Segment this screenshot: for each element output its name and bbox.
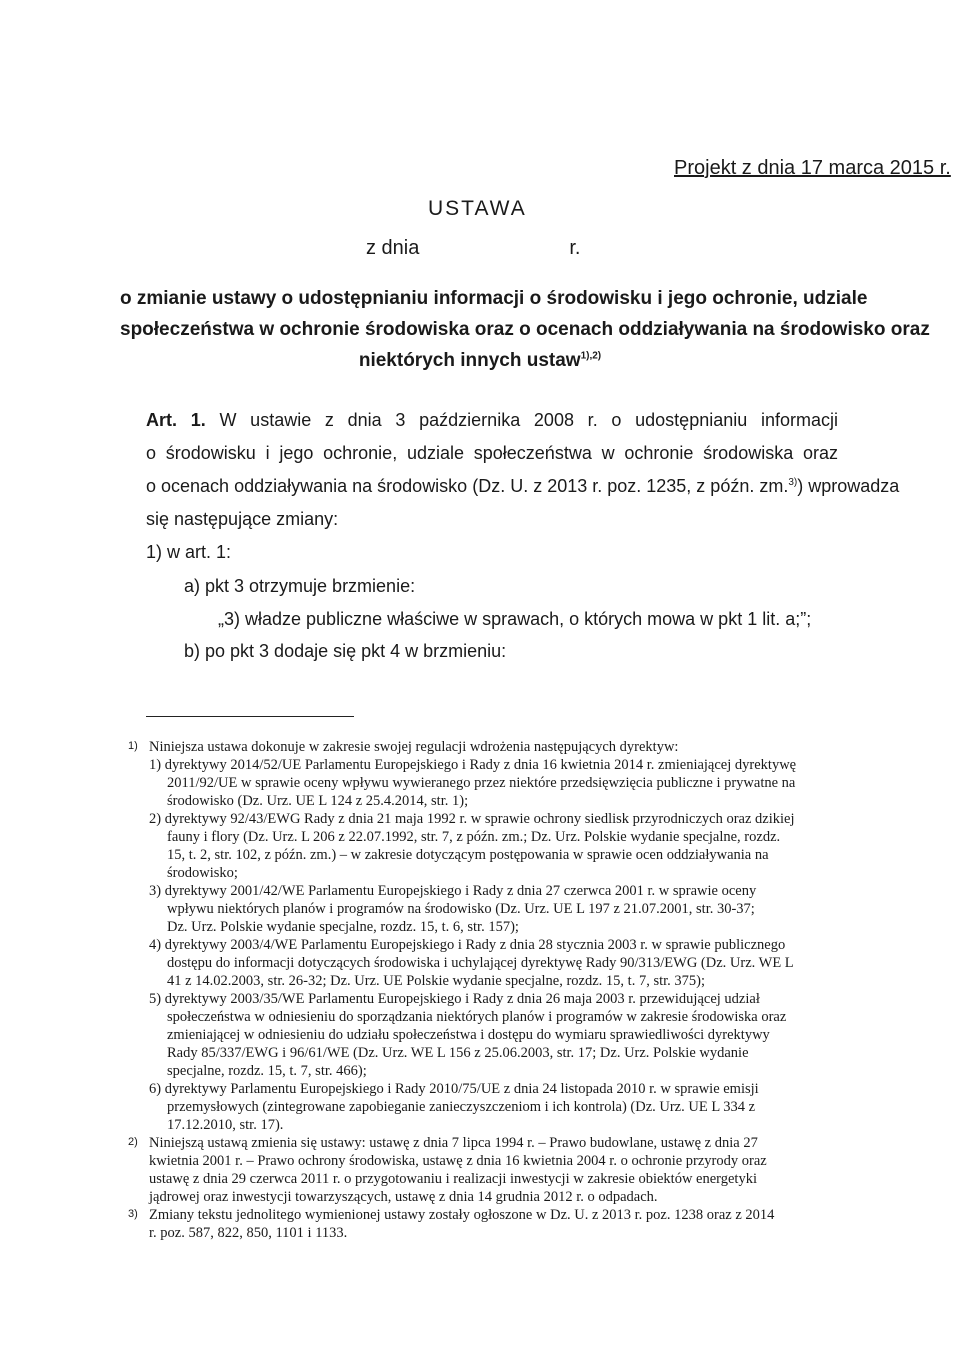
footnote-mark-3: 3) [128, 1208, 138, 1220]
footnote-ref-1-2: 1),2) [580, 350, 602, 362]
enactment-date [366, 237, 581, 260]
footnote-1-line: Niniejsza ustawa dokonuje w zakresie swojej regulacji wdrożenia następujących dyrektyw: [149, 739, 679, 755]
title-line-2: społeczeństwa w ochronie środowiska oraz o ocenach oddziaływania na środowisko oraz [120, 319, 930, 340]
amendment-item-b: b) po pkt 3 dodaje się pkt 4 w brzmieniu: [184, 641, 507, 661]
footnote-2 [149, 1134, 839, 1206]
footnote-1-line: fauny i flory (Dz. Urz. L 206 z 22.07.1992, str. 7, z późn. zm.; Dz. Urz. Polskie wydanie specjalne, rozdz. [167, 829, 781, 845]
footnote-ref-3: 3) [788, 477, 798, 488]
footnote-1-line: dostępu do informacji dotyczących środowiska i uchylającej dyrektywę Rady 90/313/EWG (Dz. Urz. WE L [167, 955, 794, 971]
footnote-1 [149, 738, 839, 1134]
footnote-1-line: środowisko (Dz. Urz. UE L 124 z 25.4.2014, str. 1); [167, 793, 469, 809]
footnote-1-line: 1) dyrektywy 2014/52/UE Parlamentu Europejskiego i Rady z dnia 16 kwietnia 2014 r. zmieniającej dyrektywę [149, 757, 797, 773]
title-line-3 [120, 350, 840, 372]
amendment-item-a-quote: „3) władze publiczne właściwe w sprawach, o których mowa w pkt 1 lit. a;”; [218, 609, 812, 629]
footnote-1-line: społeczeństwa w odniesieniu do sporządzania niektórych planów i programów w zakresie środowiska oraz [167, 1009, 787, 1025]
footnote-mark-2: 2) [128, 1136, 138, 1148]
footnote-1-line: 2) dyrektywy 92/43/EWG Rady z dnia 21 maja 1992 r. w sprawie ochrony siedlisk przyrodniczych oraz dzikiej [149, 811, 795, 827]
footnote-1-line: specjalne, rozdz. 15, t. 7, str. 466); [167, 1063, 367, 1079]
z-dnia-label: z dnia [366, 237, 420, 259]
amendment-item-1: 1) w art. 1: [146, 542, 232, 562]
footnote-3 [149, 1206, 839, 1242]
footnote-separator [146, 716, 354, 717]
draft-date: Projekt z dnia 17 marca 2015 r. [674, 157, 951, 179]
footnote-1-line: 41 z 14.02.2003, str. 26-32; Dz. Urz. UE Polskie wydanie specjalne, rozdz. 15, t. 7, str. 375); [167, 973, 706, 989]
footnote-1-line: Rady 85/337/EWG i 96/61/WE (Dz. Urz. WE L 156 z 25.06.2003, str. 17; Dz. Urz. Polskie wydanie [167, 1045, 749, 1061]
footnote-3-line: Zmiany tekstu jednolitego wymienionej ustawy zostały ogłoszone w Dz. U. z 2013 r. poz. 1238 oraz z 2014 [149, 1207, 775, 1223]
footnote-1-line: 2011/92/UE w sprawie oceny wpływu wywieranego przez niektóre przedsięwzięcia publiczne i prywatne na [167, 775, 796, 791]
article-1-text-3b: ) wprowadza [797, 476, 900, 496]
article-1-line-2: o środowisku i jego ochronie, udziale społeczeństwa w ochronie środowiska oraz [146, 443, 838, 463]
footnote-2-line: Niniejszą ustawą zmienia się ustawy: ustawę z dnia 7 lipca 1994 r. – Prawo budowlane, ustawę z dnia 27 [149, 1135, 758, 1151]
footnote-1-line: Dz. Urz. Polskie wydanie specjalne, rozdz. 15, t. 6, str. 157); [167, 919, 519, 935]
footnote-2-line: jądrowej oraz inwestycji towarzyszących, ustawę z dnia 14 grudnia 2012 r. o odpadach. [149, 1189, 658, 1205]
footnote-1-line: 4) dyrektywy 2003/4/WE Parlamentu Europejskiego i Rady z dnia 28 stycznia 2003 r. w sprawie publicznego [149, 937, 786, 953]
document-type: USTAWA [428, 197, 527, 220]
footnote-2-line: kwietnia 2001 r. – Prawo ochrony środowiska, ustawę z dnia 16 kwietnia 2004 r. o ochronie przyrody oraz [149, 1153, 767, 1169]
article-1-text-3a: o ocenach oddziaływania na środowisko (Dz. U. z 2013 r. poz. 1235, z późn. zm. [146, 476, 789, 496]
footnote-1-line: 5) dyrektywy 2003/35/WE Parlamentu Europejskiego i Rady z dnia 26 maja 2003 r. przewidującej udział [149, 991, 760, 1007]
footnote-1-line: zmieniającej w odniesieniu do udziału społeczeństwa i dostępu do wymiaru sprawiedliwości dyrektywy [167, 1027, 770, 1043]
amendment-item-a: a) pkt 3 otrzymuje brzmienie: [184, 576, 416, 596]
footnote-1-line: 3) dyrektywy 2001/42/WE Parlamentu Europejskiego i Rady z dnia 27 czerwca 2001 r. w sprawie oceny [149, 883, 757, 899]
footnote-1-line: środowisko; [167, 865, 238, 881]
r-label: r. [569, 237, 581, 259]
title-line-3-text: niektórych innych ustaw [358, 350, 581, 371]
footnote-1-line: wpływu niektórych planów i programów na środowisko (Dz. Urz. UE L 197 z 21.07.2001, str. 30-37; [167, 901, 755, 917]
article-1-line-3 [146, 476, 900, 497]
footnote-1-line: 6) dyrektywy Parlamentu Europejskiego i Rady 2010/75/UE z dnia 24 listopada 2010 r. w sprawie emisji [149, 1081, 759, 1097]
article-1-line-4: się następujące zmiany: [146, 509, 339, 529]
footnote-3-line: r. poz. 587, 822, 850, 1101 i 1133. [149, 1225, 348, 1241]
footnote-2-line: ustawę z dnia 29 czerwca 2011 r. o przygotowaniu i realizacji inwestycji w zakresie obiektów energetyki [149, 1171, 757, 1187]
article-1-text-1: W ustawie z dnia 3 października 2008 r. o udostępnianiu informacji [219, 410, 838, 430]
footnote-mark-1: 1) [128, 740, 138, 752]
article-number: Art. 1. [146, 410, 206, 430]
article-1-line-1 [146, 410, 838, 431]
footnote-1-line: 15, t. 2, str. 102, z późn. zm.) – w zakresie dotyczącym postępowania w sprawie ocen oddziaływania na [167, 847, 769, 863]
title-line-1: o zmianie ustawy o udostępnianiu informacji o środowisku i jego ochronie, udziale [120, 288, 868, 309]
footnote-1-line: przemysłowych (zintegrowane zapobieganie zanieczyszczeniom i ich kontrola) (Dz. Urz. UE L 334 z [167, 1099, 756, 1115]
footnote-1-line: 17.12.2010, str. 17). [167, 1117, 284, 1133]
